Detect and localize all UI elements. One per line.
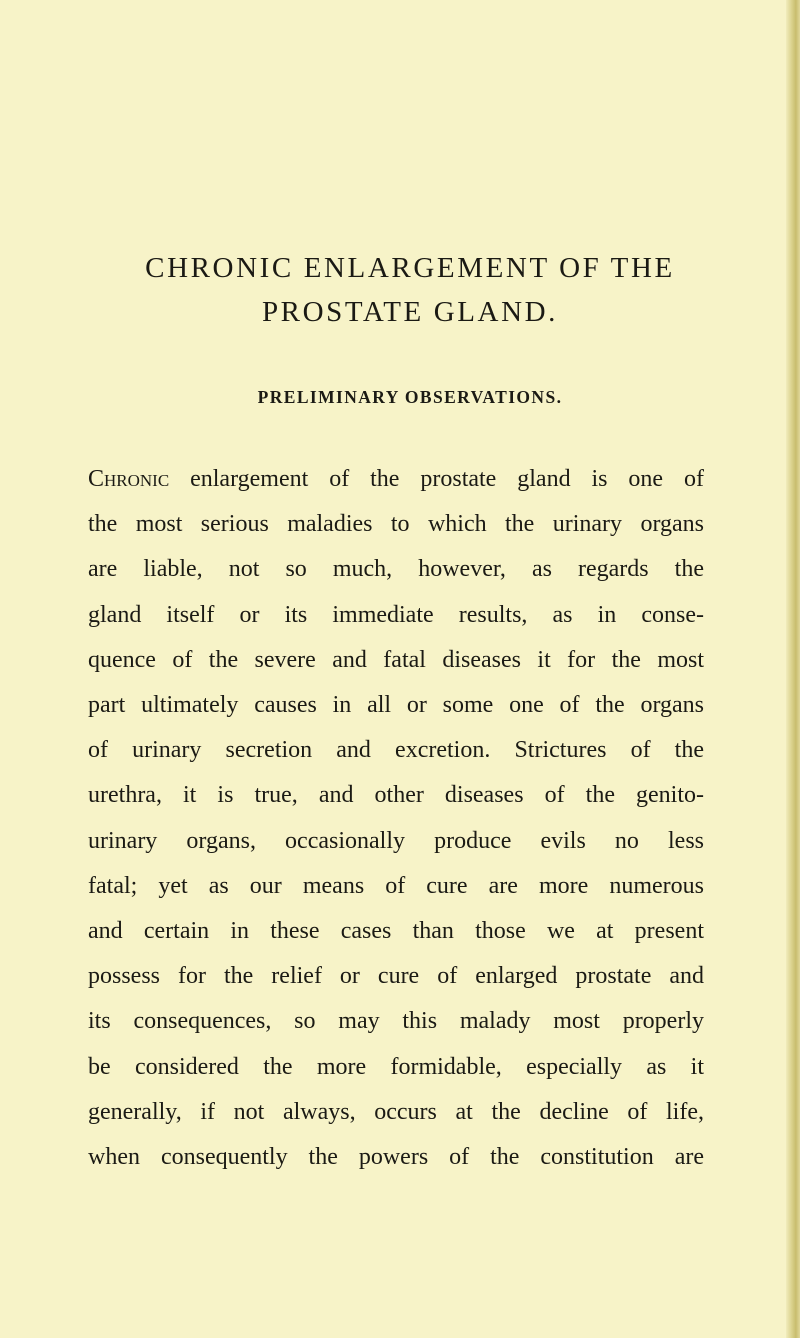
paragraph-line: urinary organs, occasionally produce evils no less bbox=[88, 827, 704, 854]
chapter-title bbox=[60, 246, 760, 334]
paragraph-line: are liable, not so much, however, as regards the bbox=[88, 556, 704, 583]
chapter-title-line-1: CHRONIC ENLARGEMENT OF THE bbox=[145, 252, 675, 284]
paragraph-line: quence of the severe and fatal diseases it for the most bbox=[88, 646, 704, 673]
paragraph-line: when consequently the powers of the constitution are bbox=[88, 1144, 704, 1171]
chapter-title-line-2: PROSTATE GLAND. bbox=[261, 296, 559, 328]
body-paragraph bbox=[88, 457, 704, 1180]
lead-word: Chronic bbox=[88, 466, 170, 492]
paragraph-line: the most serious maladies to which the urinary organs bbox=[88, 511, 704, 538]
paragraph-line: be considered the more formidable, especially as it bbox=[88, 1053, 704, 1080]
paragraph-line: of urinary secretion and excretion. Strictures of the bbox=[88, 737, 704, 764]
paragraph-line: possess for the relief or cure of enlarged prostate and bbox=[88, 963, 704, 990]
page-edge-shadow bbox=[786, 0, 800, 1338]
paragraph-line: part ultimately causes in all or some one of the organs bbox=[88, 692, 704, 719]
paragraph-line: gland itself or its immediate results, as in conse- bbox=[88, 601, 704, 628]
paragraph-line-1-rest: enlargement of the prostate gland is one of bbox=[169, 466, 704, 492]
section-heading: PRELIMINARY OBSERVATIONS. bbox=[257, 387, 563, 407]
paragraph-line: its consequences, so may this malady most properly bbox=[88, 1008, 704, 1035]
paragraph-line-1 bbox=[88, 457, 704, 502]
paragraph-line: fatal; yet as our means of cure are more numerous bbox=[88, 872, 704, 899]
paragraph-line: generally, if not always, occurs at the decline of life, bbox=[88, 1098, 704, 1125]
paragraph-line: urethra, it is true, and other diseases of the genito- bbox=[88, 782, 704, 809]
paragraph-line: and certain in these cases than those we at present bbox=[88, 918, 704, 945]
